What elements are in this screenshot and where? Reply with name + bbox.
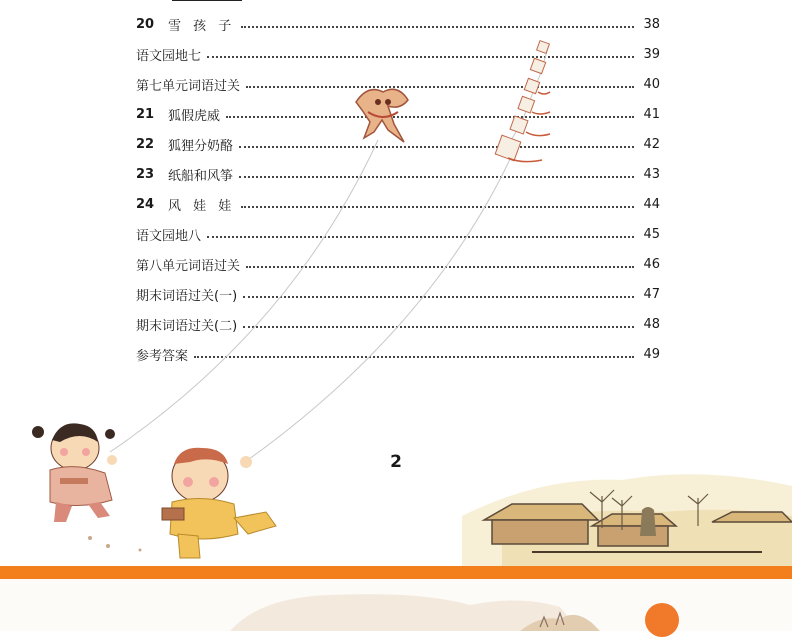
toc-page-number: 49 bbox=[643, 346, 660, 362]
toc-page-number: 44 bbox=[643, 196, 660, 212]
kite-flying-children bbox=[20, 418, 310, 568]
toc-page-number: 46 bbox=[643, 256, 660, 272]
fish-kite-icon bbox=[348, 82, 418, 152]
page-number: 2 bbox=[390, 452, 402, 472]
toc-page-number: 41 bbox=[643, 106, 660, 122]
toc-page-number: 38 bbox=[643, 16, 660, 32]
toc-page-number: 47 bbox=[643, 286, 660, 302]
toc-title: 狐狸分奶酪 bbox=[168, 138, 234, 154]
toc-page-number: 40 bbox=[643, 76, 660, 92]
toc-title: 第七单元词语过关 bbox=[136, 78, 241, 94]
toc-page-number: 45 bbox=[643, 226, 660, 242]
toc-title: 参考答案 bbox=[136, 348, 189, 364]
toc-title: 狐假虎威 bbox=[168, 108, 221, 124]
toc-title: 纸船和风筝 bbox=[168, 168, 234, 184]
toc-title: 第八单元词语过关 bbox=[136, 258, 241, 274]
toc-lesson-number: 24 bbox=[136, 196, 155, 212]
toc-page-number: 48 bbox=[643, 316, 660, 332]
toc-title: 雪 孩 子 bbox=[168, 18, 236, 34]
village-landscape bbox=[462, 456, 792, 566]
square-kites-chain bbox=[492, 36, 552, 176]
toc-lesson-number: 22 bbox=[136, 136, 155, 152]
toc-lesson-number: 23 bbox=[136, 166, 155, 182]
toc-title: 期末词语过关(一) bbox=[136, 288, 238, 304]
toc-title: 期末词语过关(二) bbox=[136, 318, 238, 334]
toc-title: 语文园地七 bbox=[136, 48, 202, 64]
toc-lesson-number: 21 bbox=[136, 106, 155, 122]
toc-page-number: 43 bbox=[643, 166, 660, 182]
toc-page-number: 42 bbox=[643, 136, 660, 152]
toc-page-number: 39 bbox=[643, 46, 660, 62]
sun-icon bbox=[644, 602, 680, 638]
toc-title: 风 娃 娃 bbox=[168, 198, 236, 214]
toc-title: 语文园地八 bbox=[136, 228, 202, 244]
orange-divider-bar bbox=[0, 566, 792, 579]
toc-lesson-number: 20 bbox=[136, 16, 155, 32]
